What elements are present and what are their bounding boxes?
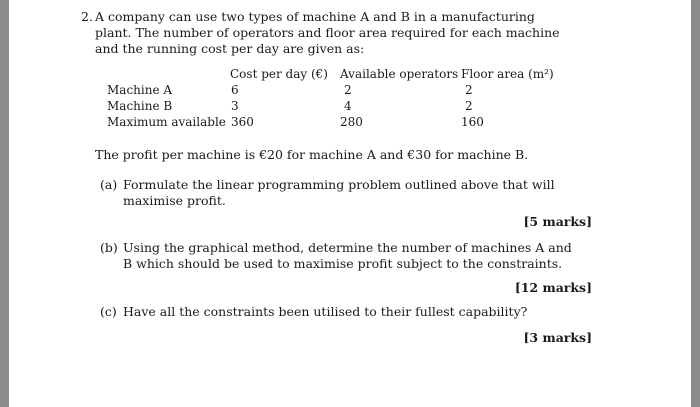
part-a-label: (a) xyxy=(100,177,118,192)
header-floor: Floor area (m²) xyxy=(461,67,554,81)
cell-b-floor: 2 xyxy=(465,99,473,113)
header-operators: Available operators xyxy=(340,67,459,81)
part-c-marks: [3 marks] xyxy=(523,330,592,345)
part-c-text: Have all the constraints been utilised to their fullest capability? xyxy=(123,304,528,319)
question-number: 2. xyxy=(81,9,93,24)
cell-a-cost: 6 xyxy=(231,83,239,97)
cell-max-floor: 160 xyxy=(461,115,484,129)
header-cost: Cost per day (€) xyxy=(230,67,328,81)
left-page-edge xyxy=(0,0,9,407)
cell-b-operators: 4 xyxy=(344,99,352,113)
part-c-label: (c) xyxy=(100,304,117,319)
part-b-marks: [12 marks] xyxy=(514,280,592,295)
cell-a-operators: 2 xyxy=(344,83,352,97)
question-intro: A company can use two types of machine A and B in a manufacturing plant. The number of operators and floor area required for each machine and the running cost per day are given as: xyxy=(95,9,560,56)
cell-b-cost: 3 xyxy=(231,99,239,113)
right-page-edge xyxy=(691,0,700,407)
part-b-label: (b) xyxy=(100,240,118,255)
row-label-machine-b: Machine B xyxy=(107,99,173,113)
row-label-machine-a: Machine A xyxy=(107,83,173,97)
part-b-text: Using the graphical method, determine the number of machines A and B which should be used to maximise profit subject to the constraints. xyxy=(123,240,572,271)
cell-max-cost: 360 xyxy=(231,115,254,129)
cell-a-floor: 2 xyxy=(465,83,473,97)
part-a-text: Formulate the linear programming problem outlined above that will maximise profit. xyxy=(123,177,555,208)
document-page xyxy=(9,0,691,407)
profit-statement: The profit per machine is €20 for machine A and €30 for machine B. xyxy=(95,147,529,162)
row-label-maximum: Maximum available xyxy=(107,115,226,129)
cell-max-operators: 280 xyxy=(340,115,363,129)
part-a-marks: [5 marks] xyxy=(523,214,592,229)
